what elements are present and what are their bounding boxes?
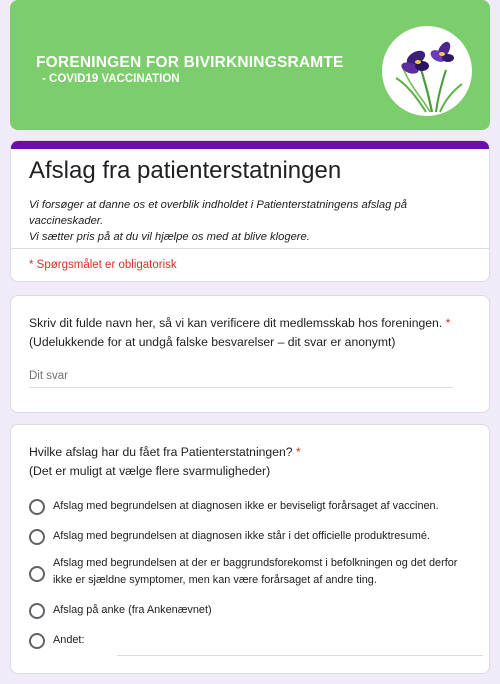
required-asterisk: * <box>445 316 451 330</box>
radio-button[interactable] <box>29 633 45 649</box>
question-name-card <box>10 295 490 413</box>
radio-button[interactable] <box>29 566 45 582</box>
question-rejections-card <box>10 424 490 674</box>
description-line-2: Vi sætter pris på at du vil hjælpe os med at blive klogere. <box>29 231 310 243</box>
question-name-line2: (Udelukkende for at undgå falske besvarelser – dit svar er anonymt) <box>29 335 396 349</box>
option-3[interactable] <box>29 555 469 593</box>
name-input[interactable]: Dit svar <box>29 370 68 382</box>
question-name-text <box>29 314 479 352</box>
accent-bar <box>11 141 489 149</box>
option-4-label: Afslag på anke (fra Ankenævnet) <box>53 604 212 616</box>
required-note: * Spørgsmålet er obligatorisk <box>29 259 177 271</box>
option-3-label: Afslag med begrundelsen at der er baggrundsforekomst i befolkningen og det derfor ikke er sjældne symptomer, men kan være forårsaget af andre ting. <box>53 557 458 586</box>
banner-title: FORENINGEN FOR BIVIRKNINGSRAMTE <box>36 54 344 71</box>
radio-button[interactable] <box>29 603 45 619</box>
option-4[interactable] <box>29 601 469 621</box>
header-banner <box>10 0 490 130</box>
question-rejections-text <box>29 443 479 481</box>
option-1-label: Afslag med begrundelsen at diagnosen ikke er beviseligt forårsaget af vaccinen. <box>53 500 439 512</box>
question-rejections-line1: Hvilke afslag har du fået fra Patienterstatningen? <box>29 445 293 459</box>
option-2-label: Afslag med begrundelsen at diagnosen ikke står i det officielle produktresumé. <box>53 530 430 542</box>
name-input-underline <box>29 387 453 388</box>
form-title: Afslag fra patienterstatningen <box>29 157 342 184</box>
required-asterisk: * <box>295 445 301 459</box>
option-other[interactable] <box>29 631 469 659</box>
radio-button[interactable] <box>29 529 45 545</box>
form-description <box>29 197 479 245</box>
iris-flower-icon <box>382 26 472 116</box>
question-rejections-line2: (Det er muligt at vælge flere svarmuligheder) <box>29 464 271 478</box>
other-text-input[interactable] <box>117 655 483 656</box>
form-title-card <box>10 140 490 282</box>
description-line-1: Vi forsøger at danne os et overblik indholdet i Patienterstatningens afslag på vaccineskader. <box>29 199 407 227</box>
option-2[interactable] <box>29 527 469 547</box>
radio-button[interactable] <box>29 499 45 515</box>
divider <box>11 248 489 249</box>
option-1[interactable] <box>29 497 469 517</box>
option-other-label: Andet: <box>53 634 85 646</box>
banner-subtitle: - COVID19 VACCINATION <box>42 73 180 85</box>
question-name-line1: Skriv dit fulde navn her, så vi kan verificere dit medlemsskab hos foreningen. <box>29 316 443 330</box>
